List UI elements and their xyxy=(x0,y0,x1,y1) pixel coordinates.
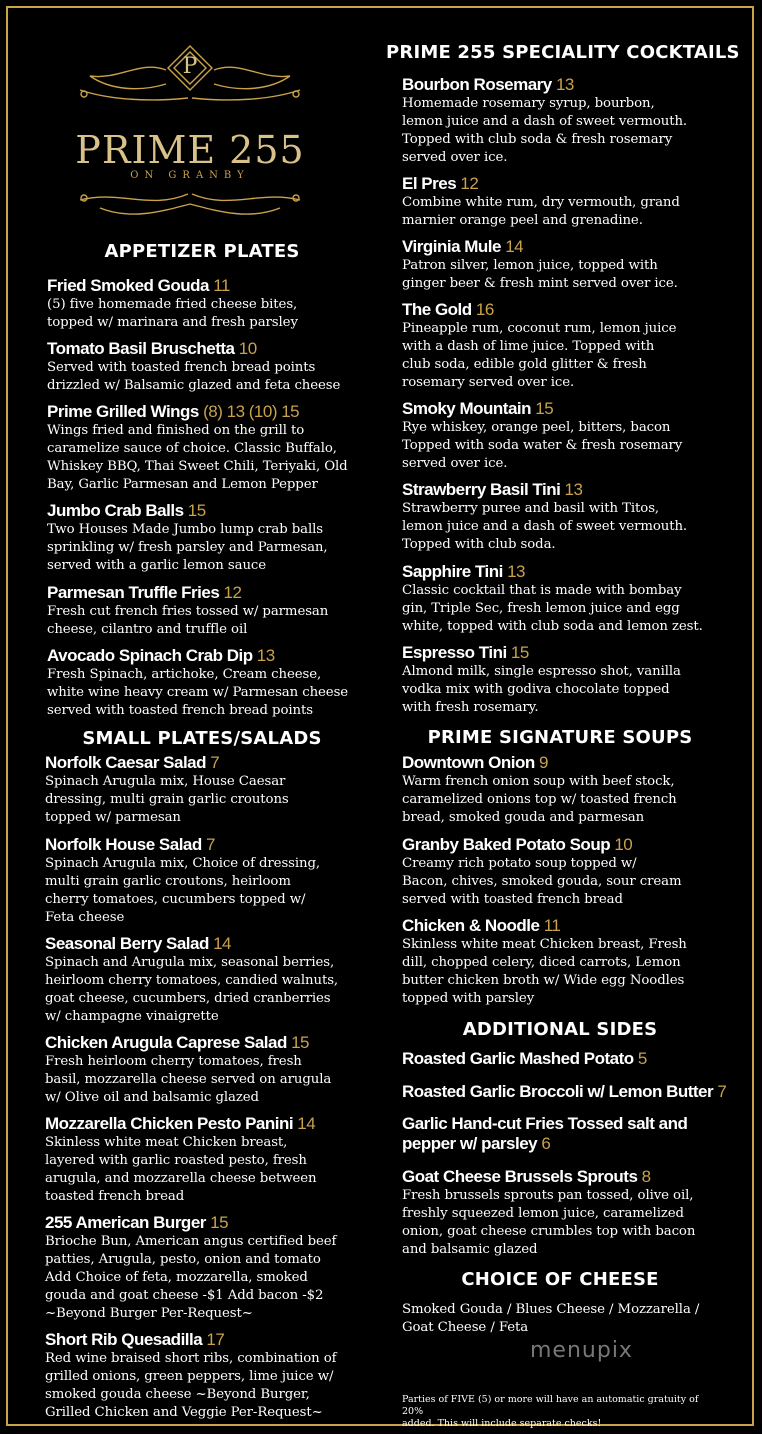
cocktails-item xyxy=(402,480,732,554)
item-title xyxy=(402,1167,732,1187)
item-price: 6 xyxy=(537,1134,551,1153)
item-name: Tomato Basil Bruschetta xyxy=(47,339,235,358)
item-price: 13 xyxy=(502,562,526,581)
item-name: Roasted Garlic Broccoli w/ Lemon Butter xyxy=(402,1082,714,1101)
item-title xyxy=(47,501,377,521)
appetizers-item xyxy=(47,276,377,332)
appetizers-item xyxy=(47,402,377,494)
item-description: Spinach Arugula mix, House Caesar dressing, multi grain garlic croutons topped w/ parmesan xyxy=(45,774,289,825)
item-title xyxy=(402,174,732,194)
item-name: Downtown Onion xyxy=(402,753,535,772)
item-price: 12 xyxy=(456,174,479,193)
item-price: 7 xyxy=(713,1082,727,1101)
item-name: Norfolk House Salad xyxy=(45,835,202,854)
item-title xyxy=(402,1114,732,1154)
item-description: Fresh heirloom cherry tomatoes, fresh basil, mozzarella cheese served on arugula w/ Olive oil and balsamic glazed xyxy=(45,1054,332,1105)
cocktails-item xyxy=(402,75,732,167)
appetizers-item xyxy=(47,339,377,395)
item-description: Creamy rich potato soup topped w/ Bacon, chives, smoked gouda, sour cream served with toasted french bread xyxy=(402,856,682,907)
soups-item xyxy=(402,835,732,909)
item-description: Combine white rum, dry vermouth, grand marnier orange peel and grenadine. xyxy=(402,195,680,228)
item-description: Wings fried and finished on the grill to caramelize sauce of choice. Classic Buffalo, Whiskey BBQ, Thai Sweet Chili, Teriyaki, Old Bay, Garlic Parmesan and Lemon Pepper xyxy=(47,423,348,492)
item-title xyxy=(402,399,732,419)
item-name: Granby Baked Potato Soup xyxy=(402,835,611,854)
item-description: Strawberry puree and basil with Titos, lemon juice and a dash of sweet vermouth. Topped with club soda. xyxy=(402,501,688,552)
item-price: 13 xyxy=(252,646,275,665)
small-plates-item xyxy=(45,753,375,827)
item-description: (5) five homemade fried cheese bites, topped w/ marinara and fresh parsley xyxy=(47,297,298,330)
item-title xyxy=(47,402,377,422)
soups-item xyxy=(402,916,732,1008)
item-price: 7 xyxy=(206,753,220,772)
brand-subtitle: ON GRANBY xyxy=(130,170,250,181)
item-name: Sapphire Tini xyxy=(402,562,503,581)
item-title xyxy=(402,480,732,500)
small-plates-item xyxy=(45,835,375,927)
item-description: Rye whiskey, orange peel, bitters, bacon Topped with soda water & fresh rosemary served over ice. xyxy=(402,420,683,471)
item-price: 5 xyxy=(633,1049,647,1068)
item-description: Skinless white meat Chicken breast, layered with garlic roasted pesto, fresh arugula, and mozzarella cheese between toasted french bread xyxy=(45,1135,317,1204)
sides-item xyxy=(402,1114,732,1154)
item-name: Fried Smoked Gouda xyxy=(47,276,209,295)
item-description: Pineapple rum, coconut rum, lemon juice with a dash of lime juice. Topped with club soda, edible gold glitter & fresh rosemary served over ice. xyxy=(402,321,677,390)
item-name: Roasted Garlic Mashed Potato xyxy=(402,1049,634,1068)
item-description: Fresh cut french fries tossed w/ parmesan cheese, cilantro and truffle oil xyxy=(47,604,329,637)
item-price: 14 xyxy=(501,237,524,256)
item-name: Norfolk Caesar Salad xyxy=(45,753,207,772)
item-title xyxy=(402,1049,732,1069)
item-description: Red wine braised short ribs, combination of grilled onions, green peppers, lime juice w/ smoked gouda cheese ~Beyond Burger, Grilled Chicken and Veggie Per-Request~ xyxy=(45,1351,337,1420)
watermark: menupix xyxy=(530,1338,633,1363)
item-title xyxy=(45,1033,375,1053)
logo-initial: P xyxy=(182,54,198,79)
small-plates-item xyxy=(45,1213,375,1323)
item-description: Homemade rosemary syrup, bourbon, lemon juice and a dash of sweet vermouth. Topped with club soda & fresh rosemary served over ice. xyxy=(402,96,688,165)
item-name: Prime Grilled Wings xyxy=(47,402,199,421)
item-price: 17 xyxy=(202,1330,225,1349)
cocktails-heading: PRIME 255 SPECIALITY COCKTAILS xyxy=(386,42,740,63)
item-name: Virginia Mule xyxy=(402,237,501,256)
appetizers-item xyxy=(47,646,377,720)
item-price: 11 xyxy=(208,276,230,295)
item-name: Bourbon Rosemary xyxy=(402,75,552,94)
item-name: Parmesan Truffle Fries xyxy=(47,583,220,602)
item-description: Spinach and Arugula mix, seasonal berries, heirloom cherry tomatoes, candied walnuts, goat cheese, cucumbers, dried cranberries w/ champagne vinaigrette xyxy=(45,955,339,1024)
item-price: 10 xyxy=(234,339,257,358)
item-price: (8) 13 (10) 15 xyxy=(198,402,300,421)
item-title xyxy=(402,75,732,95)
item-price: 15 xyxy=(286,1033,309,1052)
item-title xyxy=(402,300,732,320)
soups-heading: PRIME SIGNATURE SOUPS xyxy=(427,727,693,748)
small-plates-item xyxy=(45,1114,375,1206)
item-name: Avocado Spinach Crab Dip xyxy=(47,646,253,665)
cocktails-item xyxy=(402,399,732,473)
item-title xyxy=(47,339,377,359)
item-price: 14 xyxy=(293,1114,316,1133)
small-plates-heading: SMALL PLATES/SALADS xyxy=(82,728,322,749)
item-description: Almond milk, single espresso shot, vanilla vodka mix with godiva chocolate topped with fresh rosemary. xyxy=(402,664,681,715)
item-title xyxy=(45,1114,375,1134)
item-description: Classic cocktail that is made with bombay gin, Triple Sec, fresh lemon juice and egg white, topped with club soda and lemon zest. xyxy=(402,583,703,634)
item-name: El Pres xyxy=(402,174,457,193)
item-description: Skinless white meat Chicken breast, Fresh dill, chopped celery, diced carrots, Lemon butter chicken broth w/ Wide egg Noodles topped with parsley xyxy=(402,937,687,1006)
item-price: 13 xyxy=(551,75,574,94)
item-name: Jumbo Crab Balls xyxy=(47,501,184,520)
item-title xyxy=(47,276,377,296)
item-title xyxy=(402,916,732,936)
item-title xyxy=(402,237,732,257)
item-title xyxy=(402,643,732,663)
soups-item xyxy=(402,753,732,827)
item-name: Mozzarella Chicken Pesto Panini xyxy=(45,1114,294,1133)
brand-name: PRIME 255 xyxy=(75,128,305,172)
item-name: Seasonal Berry Salad xyxy=(45,934,209,953)
cheese-heading: CHOICE OF CHEESE xyxy=(461,1269,659,1290)
item-name: Goat Cheese Brussels Sprouts xyxy=(402,1167,638,1186)
item-description: Warm french onion soup with beef stock, caramelized onions top w/ toasted french bread, smoked gouda and parmesan xyxy=(402,774,677,825)
item-title xyxy=(402,562,732,582)
sides-item xyxy=(402,1167,732,1259)
small-plates-item xyxy=(45,1033,375,1107)
item-description: Fresh Spinach, artichoke, Cream cheese, white wine heavy cream w/ Parmesan cheese served with toasted french bread points xyxy=(47,667,349,718)
item-price: 15 xyxy=(506,643,529,662)
item-description: Two Houses Made Jumbo lump crab balls sprinkling w/ fresh parsley and Parmesan, served with a garlic lemon sauce xyxy=(47,522,328,573)
item-title xyxy=(45,934,375,954)
item-price: 11 xyxy=(539,916,561,935)
item-description: Spinach Arugula mix, Choice of dressing, multi grain garlic croutons, heirloom cherry tomatoes, cucumbers topped w/ Feta cheese xyxy=(45,856,321,925)
item-description: Served with toasted french bread points drizzled w/ Balsamic glazed and feta cheese xyxy=(47,360,341,393)
item-title xyxy=(45,835,375,855)
appetizers-heading: APPETIZER PLATES xyxy=(104,241,300,262)
item-name: Chicken Arugula Caprese Salad xyxy=(45,1033,287,1052)
cocktails-item xyxy=(402,643,732,717)
appetizers-item xyxy=(47,501,377,575)
item-name: Espresso Tini xyxy=(402,643,507,662)
appetizers-item xyxy=(47,583,377,639)
cocktails-item xyxy=(402,237,732,293)
item-price: 13 xyxy=(560,480,583,499)
item-price: 7 xyxy=(201,835,215,854)
item-title xyxy=(47,646,377,666)
item-price: 15 xyxy=(205,1213,229,1232)
cocktails-item xyxy=(402,562,732,636)
item-name: Garlic Hand-cut Fries Tossed salt and pepper w/ parsley xyxy=(402,1114,688,1153)
item-title xyxy=(45,1330,375,1350)
item-name: The Gold xyxy=(402,300,472,319)
item-price: 14 xyxy=(208,934,232,953)
cheese-options: Smoked Gouda / Blues Cheese / Mozzarella / Goat Cheese / Feta xyxy=(402,1302,700,1335)
item-name: Short Rib Quesadilla xyxy=(45,1330,203,1349)
item-title xyxy=(47,583,377,603)
item-name: 255 American Burger xyxy=(45,1213,206,1232)
small-plates-item xyxy=(45,1330,375,1422)
item-title xyxy=(45,1213,375,1233)
item-price: 16 xyxy=(471,300,494,319)
small-plates-item xyxy=(45,934,375,1026)
item-price: 15 xyxy=(183,501,206,520)
logo xyxy=(70,40,310,220)
item-name: Strawberry Basil Tini xyxy=(402,480,561,499)
sides-item xyxy=(402,1082,732,1102)
cocktails-item xyxy=(402,300,732,392)
sides-heading: ADDITIONAL SIDES xyxy=(462,1019,658,1040)
sides-item xyxy=(402,1049,732,1069)
item-price: 8 xyxy=(637,1167,651,1186)
gratuity-footnote: Parties of FIVE (5) or more will have an automatic gratuity of 20% added. This will include separate checks! xyxy=(402,1394,699,1429)
item-description: Fresh brussels sprouts pan tossed, olive oil, freshly squeezed lemon juice, caramelized onion, goat cheese crumbles top with bacon and balsamic glazed xyxy=(402,1188,696,1257)
item-price: 10 xyxy=(610,835,633,854)
item-title xyxy=(402,753,732,773)
item-title xyxy=(402,1082,732,1102)
item-price: 9 xyxy=(534,753,548,772)
item-price: 12 xyxy=(219,583,242,602)
cocktails-item xyxy=(402,174,732,230)
item-name: Chicken & Noodle xyxy=(402,916,540,935)
item-title xyxy=(45,753,375,773)
item-description: Brioche Bun, American angus certified beef patties, Arugula, pesto, onion and tomato Add Choice of feta, mozzarella, smoked gouda and goat cheese -$1 Add bacon -$2 ~Beyond Burger Per-Request~ xyxy=(45,1234,337,1321)
item-name: Smoky Mountain xyxy=(402,399,532,418)
item-title xyxy=(402,835,732,855)
item-price: 15 xyxy=(531,399,554,418)
item-description: Patron silver, lemon juice, topped with ginger beer & fresh mint served over ice. xyxy=(402,258,678,291)
